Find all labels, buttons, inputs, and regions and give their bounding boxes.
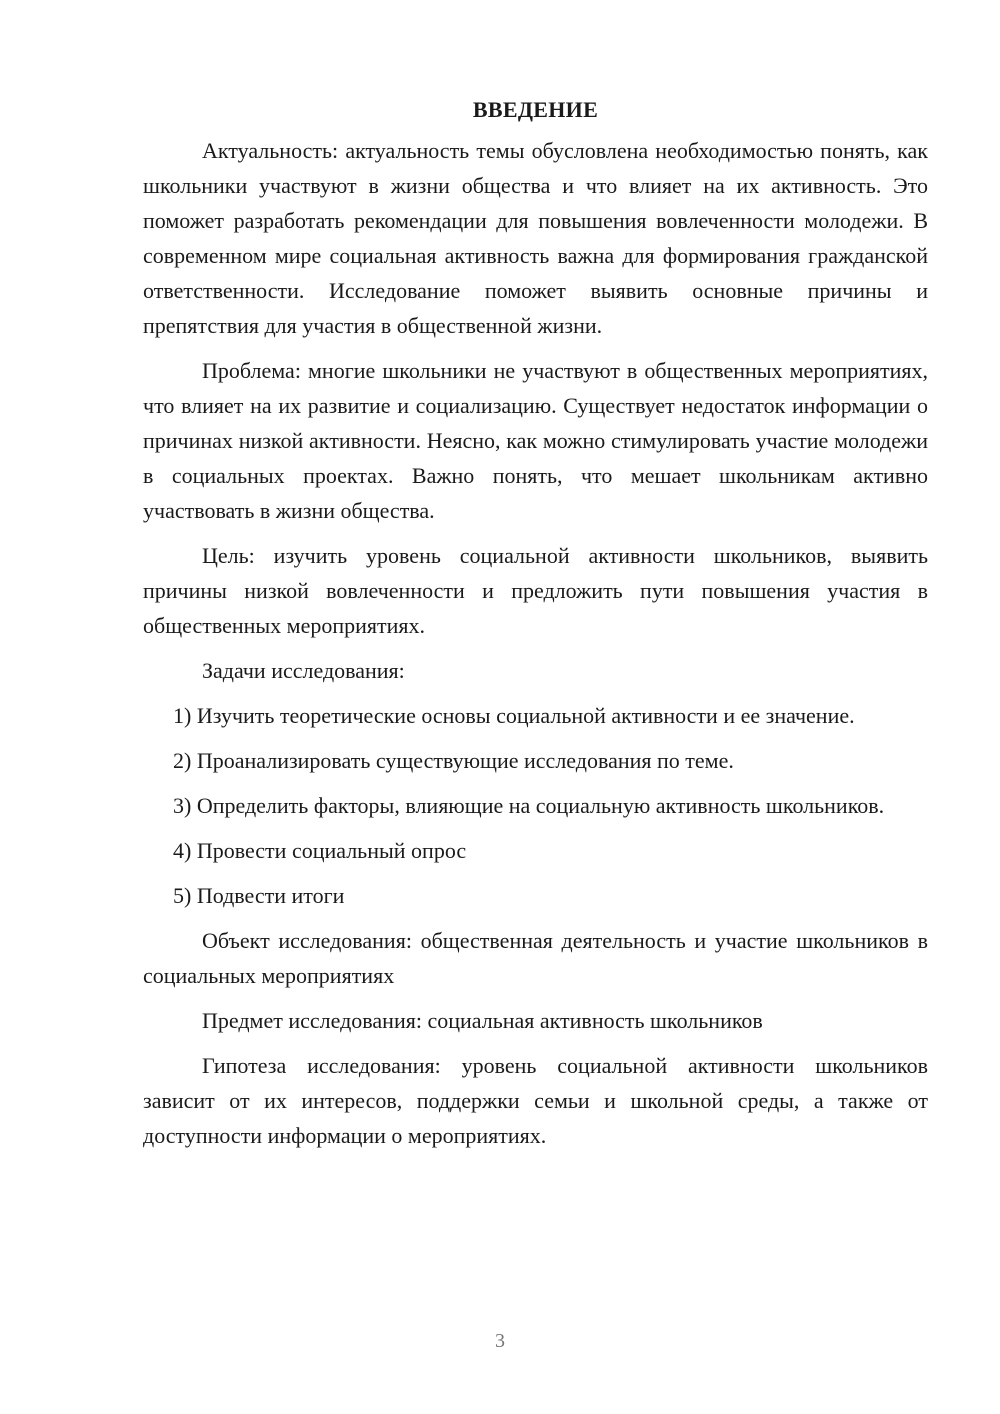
tasks-list xyxy=(143,698,928,913)
list-item: 2) Проанализировать существующие исследования по теме. xyxy=(173,748,734,773)
list-item: 3) Определить факторы, влияющие на социальную активность школьников. xyxy=(173,793,885,818)
document-page xyxy=(143,92,928,1163)
page-number: 3 xyxy=(495,1330,505,1352)
list-item: 1) Изучить теоретические основы социальной активности и ее значение. xyxy=(173,703,855,728)
relevance-paragraph: Актуальность: актуальность темы обусловлена необходимостью понять, как школьники участвуют в жизни общества и что влияет на их активность. Это поможет разработать рекомендации для повышения вовлеченности молодежи. В современном мире социальная активность важна для формирования гражданской ответственности. Исследование поможет выявить основные причины и препятствия для участия в общественной жизни. xyxy=(143,138,928,338)
list-item: 5) Подвести итоги xyxy=(173,883,345,908)
list-item: 4) Провести социальный опрос xyxy=(173,838,467,863)
tasks-heading: Задачи исследования: xyxy=(202,658,405,683)
section-title: ВВЕДЕНИЕ xyxy=(472,97,599,122)
hypothesis-paragraph: Гипотеза исследования: уровень социальной активности школьников зависит от их интересов, поддержки семьи и школьной среды, а также от доступности информации о мероприятиях. xyxy=(143,1053,928,1148)
subject-paragraph: Предмет исследования: социальная активность школьников xyxy=(202,1008,763,1033)
object-paragraph: Объект исследования: общественная деятельность и участие школьников в социальных мероприятиях xyxy=(143,928,928,988)
goal-paragraph: Цель: изучить уровень социальной активности школьников, выявить причины низкой вовлеченности и предложить пути повышения участия в общественных мероприятиях. xyxy=(143,543,928,638)
problem-paragraph: Проблема: многие школьники не участвуют в общественных мероприятиях, что влияет на их развитие и социализацию. Существует недостаток информации о причинах низкой активности. Неясно, как можно стимулировать участие молодежи в социальных проектах. Важно понять, что мешает школьникам активно участвовать в жизни общества. xyxy=(143,358,928,523)
